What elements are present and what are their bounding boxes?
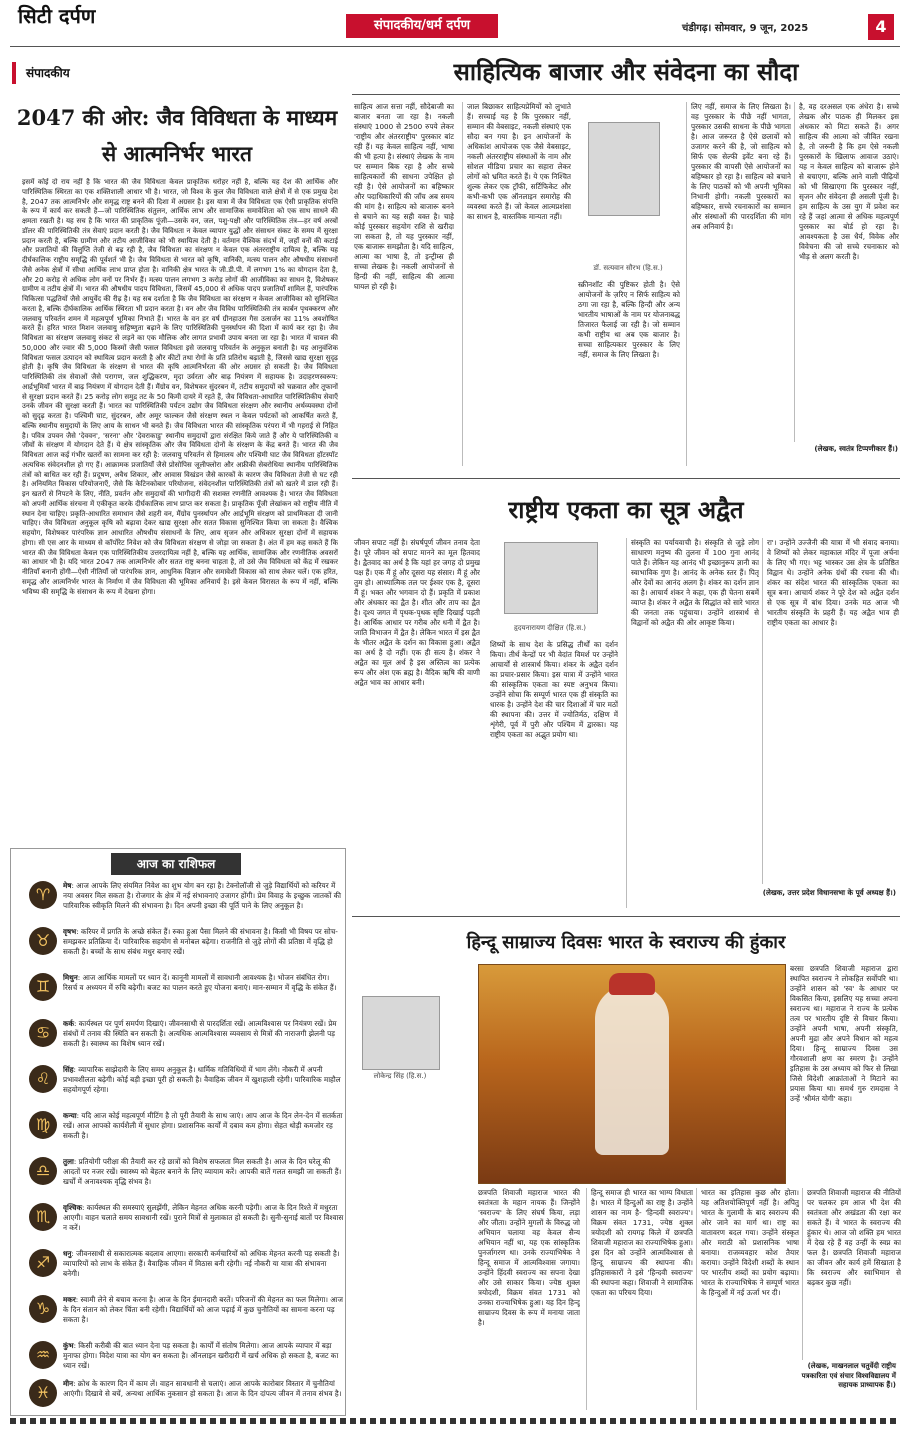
horoscope-text: क्रोध के कारण दिन में काम लें। वाहन सावधानी से चलाएं। आज आपके कारोबार विस्तार में चुनौतियां आएंगी। दिखावे से बचें, अन्यथा आर्थिक नुकसान हो सकता है। आज के दिन दांपत्य जीवन में तनाव संभव है। [63, 1379, 342, 1398]
horoscope-text: यदि आज कोई महत्वपूर्ण मीटिंग है तो पूरी तैयारी के साथ जाएं। आप आज के दिन लेन-देन में सतर्कता रखें। आज आपको कार्यशैली में सुधार होगा। प्रशासनिक कार्यों में दबाव कम होगा। सेहत थोड़ी कमजोर रह सकती है। [63, 1111, 343, 1140]
horoscope-item: धनु: जीवनसाथी से सकारात्मक बदलाव आएगा। सरकारी कर्मचारियों को अधिक मेहनत करनी पड़ सकती है। व्यापारियों को लाभ के संकेत हैं। वैवाहिक जीवन में मिठास बनी रहेगी। नई नौकरी या यात्रा की संभावना बनेगी। [63, 1249, 340, 1278]
horoscope-item: कर्क: कार्यस्थल पर पूर्ण समर्पण दिखाएं। जीवनसाथी से पारदर्शिता रखें। आत्मविश्वास पर नियंत्रण रखें। प्रेम संबंधों में तनाव की स्थिति बन सकती है। अत्यधिक आत्मविश्वास व्यवसाय से मित्रों की नाराजगी झेलनी पड़ सकती है। स्वास्थ्य का विशेष ध्यान रखें। [63, 1019, 337, 1048]
article-hindu-empire-day [352, 920, 900, 1416]
article3-col-b: हिन्दू समाज ही भारत का भाग्य विधाता है। भारत में हिन्दुओं का राष्ट्र है। उन्होंने शासन का नाम है- 'हिन्दवी स्वराज्य'। विक्रम संवत 1731, ज्येष्ठ शुक्ल त्रयोदशी को रायगढ़ किले में छत्रपति शिवाजी महाराज का राज्याभिषेक हुआ। इस दिन को उन्होंने आत्मविश्वास से हिन्दू साम्राज्य की स्थापना की। इतिहासकारों ने इसे 'हिन्दवी स्वराज्य' की स्थापना कहा। शिवाजी ने सामाजिक एकता का परिचय दिया। [586, 1188, 693, 1410]
aquarius-icon: ♒ [29, 1341, 57, 1369]
horoscope-item: तुला: प्रतियोगी परीक्षा की तैयारी कर रहे छात्रों को विशेष सफलता मिल सकती है। आज के दिन घरेलू की आदतों पर नजर रखें। स्वास्थ्य को बेहतर बनाने के लिए व्यायाम करें। आपकी बातें गलत समझी जा सकती हैं। खर्चों में अनावश्यक वृद्धि संभव है। [63, 1157, 342, 1186]
pisces-icon: ♓ [29, 1379, 57, 1407]
horoscope-item: मीन: क्रोध के कारण दिन में काम लें। वाहन सावधानी से चलाएं। आज आपके कारोबार विस्तार में चुनौतियां आएंगी। दिखावे से बचें, अन्यथा आर्थिक नुकसान हो सकता है। आज के दिन दांपत्य जीवन में तनाव संभव है। [63, 1379, 342, 1398]
article3-col-e: छत्रपति शिवाजी महाराज की नीतियों पर चलकर हम आज भी देश की स्वतंत्रता और अखंडता की रक्षा कर सकते हैं। वे भारत के स्वराज्य की हुंकार थे। आज जो शक्ति हम भारत में देख रहे हैं वह उन्हीं के स्वप्न का फल है। छत्रपति शिवाजी महाराज का जीवन और कार्य हमें सिखाता है कि स्वराज्य और स्वाभिमान से बढ़कर कुछ नहीं। [802, 1188, 901, 1360]
article2-col1: जीवन सपाट नहीं है। संघर्षपूर्ण जीवन तनाव देता है। पूरे जीवन को सपाट मानने का मूल हितवाद है। द्वैतवाद का अर्थ है कि यहां हर जगह दो प्रमुख पक्ष हैं। एक मैं हूं और दूसरा यह संसार। मैं हूं और तुम हो। आध्यात्मिक तल पर ईश्वर एक है, दूसरा मैं हूं। भक्त और भगवान दो हैं। प्रकृति में प्रकाश और अंधकार का द्वैत है। शीत और ताप का द्वैत है। दृश्य जगत में पृथक-पृथक सृष्टि दिखाई पड़ती है। आर्थिक आधार पर गरीब और धनी में द्वैत है। जाति विभाजन में द्वैत है। लेकिन भारत में इस द्वैत के भीतर अद्वैत के दर्शन का विकास हुआ। अद्वैत का अर्थ है दो नहीं। एक ही सत्य है। शंकर ने अद्वैत का मूल अर्थ है इस अस्तित्व का प्रत्येक रूप और अंश एक ब्रह्म है। वैदिक ऋषि की वाणी अद्वैत भाव का आधार बनी। [354, 538, 480, 687]
horoscope-text: आज आपके लिए संयमित निवेश का शुभ योग बन रहा है। टेक्नोलॉजी से जुड़े विद्यार्थियों को करियर में नया अवसर मिल सकता है। रोजगार के क्षेत्र में नई संभावनाएं उजागर होंगी। प्रेम विवाह के इच्छुक जातकों की पारिवारिक स्वीकृति मिलने की संभावना है। दिन अपनी इच्छा की पूर्ति पाने के लिए अनुकूल है। [63, 881, 342, 910]
capricorn-icon: ♑ [29, 1295, 57, 1323]
virgo-icon: ♍ [29, 1111, 57, 1139]
article2-col2: शिष्यों के साथ देश के प्रसिद्ध तीर्थों का दर्शन किया। तीर्थ केन्द्रों पर भी वेदांत विमर्श पर उन्होंने आचार्यों से शास्त्रार्थ किया। शंकर के अद्वैत दर्शन का प्रचार-प्रसार किया। इस यात्रा में उन्होंने भारत की सांस्कृतिक एकता का स्पष्ट अनुभव किया। उन्होंने सोचा कि सम्पूर्ण भारत एक ही संस्कृति का धारक है। उन्होंने देश की चार दिशाओं में चार मठों की स्थापना की। उत्तर में ज्योतिर्मठ, दक्षिण में शृंगेरी, पूर्व में पुरी और पश्चिम में द्वारका। यह राष्ट्रीय एकता का अद्भुत प्रयोग था। [490, 640, 618, 739]
article3-headline: हिन्दू साम्राज्य दिवसः भारत के स्वराज्य की हुंकार [466, 932, 786, 953]
masthead-logo: सिटी दर्पण [18, 4, 96, 28]
horoscope-sign: मकर [63, 1295, 76, 1304]
horoscope-item: कन्या: यदि आज कोई महत्वपूर्ण मीटिंग है तो पूरी तैयारी के साथ जाएं। आप आज के दिन लेन-देन में सतर्कता रखें। आज आपको कार्यशैली में सुधार होगा। प्रशासनिक कार्यों में दबाव कम होगा। सेहत थोड़ी कमजोर रह सकती है। [63, 1111, 343, 1140]
horoscope-sign: मिथुन [63, 973, 78, 982]
horoscope-text: व्यापारिक साझेदारी के लिए समय अनुकूल है। धार्मिक गतिविधियों में भाग लेंगे। नौकरी में अपनी प्रभावशीलता बढ़ेगी। कोई बड़ी इच्छा पूरी हो सकती है। वैवाहिक जीवन में खुशहाली रहेगी। पारिवारिक माहौल सहयोगपूर्ण रहेगा। [63, 1065, 341, 1094]
horoscope-sign: मीन [63, 1379, 74, 1388]
article1-col3: स्क्रीनशॉट की पुष्टिकर होती है। ऐसे आयोजनों के ज़रिए न सिर्फ साहित्य को ठगा जा रहा है, बल्कि हिन्दी और अन्य भारतीय भाषाओं के नाम पर योजनाबद्ध तिजारत फैलाई जा रही है। जो सम्मान कभी राष्ट्रीय था अब एक बाजार है। सच्चा साहित्यकार पुरस्कार के लिए नहीं, समाज के लिए लिखता है। [578, 280, 680, 359]
masthead [0, 0, 910, 50]
horoscope-sign: सिंह [63, 1065, 74, 1074]
leo-icon: ♌ [29, 1065, 57, 1093]
article3-col-c: भारत का इतिहास कुछ और होता। यह अतिशयोक्तिपूर्ण नहीं है। अपितु भारत के गुलामी के बाद स्वराज्य की ओर जाने का मार्ग था। राष्ट्र का वातावरण बदल गया। उन्होंने संस्कृत और मराठी को प्रशासनिक भाषा बनाया। राजव्यवहार कोश तैयार कराया। उन्होंने विदेशी शब्दों के स्थान पर भारतीय शब्दों का प्रयोग बढ़ाया। भारत के राज्याभिषेक ने सम्पूर्ण भारत के हिन्दुओं में नई ऊर्जा भर दी। [696, 1188, 799, 1410]
article2-col3: संस्कृति का पर्यायवाची है। संस्कृति से जुड़े लोग साधारण मनुष्य की तुलना में 100 गुना आनंद पाते हैं। लेकिन यह आनंद भी इच्छानुरूप ज्ञानी का स्वाभाविक गुण है। आनंद के अनेक स्तर हैं। पितृ और देवों का आनंद अलग है। शंकर का दर्शन ज्ञान का है। आचार्य शंकर ने कहा, एक ही चेतना सबमें व्याप्त है। शंकर ने अद्वैत के सिद्धांत को सारे भारत की जनता तक पहुंचाया। उन्होंने शास्त्रार्थ से विद्वानों को अद्वैत की ओर आकृष्ट किया। [626, 538, 759, 908]
article-national-unity [352, 484, 900, 914]
author-photo [588, 122, 660, 216]
horoscope-sign: वृषभ [63, 927, 77, 936]
article1-rule [352, 94, 900, 95]
horoscope-title: आज का राशिफल [111, 853, 241, 875]
horoscope-sign: तुला [63, 1157, 74, 1166]
article1-col5: है, वह दरअसल एक अंधेरा है। सच्चे लेखक और पाठक ही मिलकर इस अंधकार को मिटा सकते हैं। अगर साहित्य की आत्मा को जीवित रखना है, तो जरूरी है कि हम ऐसे नकली पुरस्कारों के खिलाफ आवाज उठाएं। यह न केवल साहित्य को बाजारू होने से बचाएगा, बल्कि आने वाली पीढ़ियों को भी सिखाएगा कि पुरस्कार नहीं, सृजन और संवेदना ही असली पूंजी है। हम साहित्य के उस युग में प्रवेश कर रहे हैं जहां आत्मा से अधिक महत्वपूर्ण पुरस्कार का बोर्ड हो रहा है। आवश्यकता है उस धैर्य, विवेक और विवेचना की जो सच्चे रचनाकार को भीड़ से अलग करती है। [794, 102, 899, 442]
article2-bottom-rule [352, 916, 900, 917]
aries-icon: ♈ [29, 881, 57, 909]
section-banner [346, 14, 498, 38]
horoscope-item: कुंभ: किसी करीबी की बात ध्यान देना पड़ सकता है। कार्यों में संतोष मिलेगा। आज आपके व्यापार में बड़ा मुनाफा होगा। विदेश यात्रा का योग बन सकता है। ऑनलाइन खरीदारी में खर्च अधिक हो सकता है, बजट का ध्यान रखें। [63, 1341, 339, 1370]
article2-headline: राष्ट्रीय एकता का सूत्र अद्वैत [508, 495, 744, 524]
horoscope-sign: कर्क [63, 1019, 75, 1028]
editorial-kicker: संपादकीय [12, 62, 136, 84]
article1-col1: साहित्य आज सत्ता नहीं, सौदेबाजी का बाजार बनता जा रहा है। नकली संस्थाएं 1000 से 2500 रुपये लेकर 'राष्ट्रीय और अंतरराष्ट्रीय' पुरस्कार बांट रही हैं। यह केवल साहित्य नहीं, भाषा की भी हत्या है। संस्थाएं लेखक के नाम पर सम्मान बिक रहा है और सच्चे साहित्यकारों की साधना उपेक्षित हो रही है। ऐसे आयोजनों का बहिष्कार और पदाधिकारियों की जाँच अब समय की मांग है। साहित्य को बाजारू बनने से बचाने का यह सही वक्त है। चाहे कोई पुरस्कार सहयोग राशि से खरीदा जा सकता है, तो यह पुरस्कार नहीं, एक बाजारू समझौता है। यदि साहित्य, आत्मा का भाषा है, तो इन्ट्रीम्स ही सच्चा लेखक है। नकली आयोजनों से हिन्दी की नहीं, साहित्य की आत्मा घायल हो रही है। [354, 102, 454, 291]
editorial-body: इसमें कोई दो राय नहीं है कि भारत की जैव विविधता केवल प्राकृतिक धरोहर नहीं है, बल्कि यह देश की आर्थिक और पारिस्थितिक स्थिरता का एक शक्तिशाली आधार भी है। भारत, जो विश्व के कुल जैव विविधता वाले क्षेत्रों में से एक प्रमुख देश है, 2047 तक आत्मनिर्भर और समृद्ध राष्ट्र बनने की दिशा में अग्रसर है। इस यात्रा में जैव विविधता एक ऐसी प्राकृतिक संपत्ति के रूप में कार्य कर सकती है—जो पारिस्थितिक संतुलन, आर्थिक लाभ और सामाजिक समावेशिता को एक साथ साधने की क्षमता रखती है। यह सच है कि भारत की प्राकृतिक पूंजी—उसके वन, जल, पशु-पक्षी और पारिस्थितिक तंत्र—हर वर्ष अरबों डॉलर की पारिस्थितिकी तंत्र सेवाएं प्रदान करती है। जैव विविधता न केवल व्यापार युद्धों और संसाधन संकट के समय में सुरक्षा प्रदान करती है, बल्कि ग्रामीण और तटीय आजीविका को भी स्थायित्व देती है। वर्तमान वैश्विक संदर्भ में, जहाँ वनों की कटाई और प्रजातियों की विलुप्ति तेजी से बढ़ रही है, जैव विविधता का संरक्षण न केवल एक अंतरराष्ट्रीय दायित्व है, बल्कि यह दीर्घकालिक राष्ट्रीय समृद्धि की पूर्वशर्त भी है। जैव विविधता से भारत को कृषि, वानिकी, मत्स्य पालन और औषधीय संसाधनों जैसे अनेक क्षेत्रों में सीधा आर्थिक लाभ प्राप्त होता है। वानिकी क्षेत्र भारत के जी.डी.पी. में लगभग 1% का योगदान देता है, और 20 करोड़ से अधिक लोग वनों पर निर्भर हैं। मत्स्य पालन लगभग 3 करोड़ लोगों की आजीविका का साधन है, विशेषकर ग्रामीण व तटीय क्षेत्रों में। भारत की औषधीय पादप विविधता, जिसमें 45,000 से अधिक पादप प्रजातियाँ शामिल हैं, पारंपरिक चिकित्सा पद्धतियों जैसे आयुर्वेद की रीढ़ है। यह सब दर्शाता है कि जैव विविधता का संरक्षण न केवल आजीविका को सुनिश्चित करता है, बल्कि दीर्घकालिक आर्थिक स्थिरता भी प्रदान करता है। वन और जैव विविध पारिस्थितिकी तंत्र कार्बन पृथक्करण और जलवायु परिवर्तन शमन में महत्वपूर्ण भूमिका निभाते हैं। भारत के वन हर वर्ष ग्रीनहाउस गैस उत्सर्जन का 11% अवशोषित करते हैं। हरित भारत मिशन जलवायु सहिष्णुता बढ़ाने के लिए पारिस्थितिकी पुनर्स्थापन की दिशा में कार्य कर रहा है। जैव विविधता का संरक्षण जलवायु संकट से लड़ने का एक मौलिक और लागत प्रभावी उपाय बनता जा रहा है। भारत में चावल की 50,000 और ज्वार की 5,000 किस्मों जैसी फसल विविधता इसे जलवायु परिवर्तन के अनुकूल बनाती है। यह आनुवंशिक विविधता फसल उत्पादन को स्थायित्व प्रदान करती है और कीटों तथा रोगों के प्रति प्रतिरोध बढ़ाती है, जिससे खाद्य सुरक्षा सुदृढ़ होती है। कृषि जैव विविधता के संरक्षण से भारत की कृषि आत्मनिर्भरता की ओर अग्रसर हो सकती है। जैव विविधता पारिस्थितिकी तंत्र सेवाओं जैसे परागण, जल शुद्धिकरण, मृदा उर्वरता और बाढ़ नियंत्रण में सहायक है। उदाहरणस्वरूप: आर्द्रभूमियाँ भारत में बाढ़ नियंत्रण में योगदान देती हैं। मैंग्रोव वन, विशेषकर सुंदरबन में, तटीय समुदायों को चक्रवात और तूफानों से सुरक्षा प्रदान करते हैं। 25 करोड़ लोग समुद्र तट के 50 किमी दायरे में रहते हैं, जैव विविधता-आधारित पारिस्थितिकीय सेवाएँ उनके जीवन की सुरक्षा करती हैं। भारत का पारिस्थितिकी पर्यटन उद्योग जैव विविधता संरक्षण और स्थानीय अर्थव्यवस्था दोनों को सुदृढ़ करता है। पश्चिमी घाट, सुंदरबन, और अमूर फाल्कन जैसे संरक्षण स्थल न केवल पर्यटकों को आकर्षित करते हैं, बल्कि स्थानीय समुदायों के लिए आय के साधन भी बनते हैं। जैव विविधता भारत की सांस्कृतिक परंपरा में भी गहराई से निहित है। पवित्र उपवन जैसे 'देववन', 'सरना' और 'देवराकाडु' स्थानीय समुदायों द्वारा संरक्षित किये जाते हैं और ये पारिस्थितिकी व जीवों के संरक्षण में योगदान देते हैं। ये क्षेत्र सांस्कृतिक और जैव विविधता दोनों के संरक्षण के केंद्र बनते हैं। भारत की जैव विविधता आज कई गंभीर खतरों का सामना कर रही है: जलवायु परिवर्तन से हिमालय और पश्चिमी घाट जैव विविधता हॉटस्पॉट अत्यधिक संवेदनशील हो गए हैं। आक्रामक प्रजातियाँ जैसे प्रोसोपिस जूलीफ्लोरा और अफ्रीकी सेबरोधिया स्थानीय पारिस्थितिक तंत्रों को बाधित कर रही हैं। प्रदूषण, अवैध शिकार, और आवास विखंडन जैसे कारकों के कारण जैव विविधता तेजी से घट रही है। अनियमित विकास परियोजनाएँ, जैसे कि केटिनकोबार परियोजना, संवेदनशील पारिस्थितिकी तंत्रों को खतरे में डाल रही हैं। इन खतरों से निपटने के लिए, नीति, प्रवर्तन और समुदायों की भागीदारी की सशक्त रणनीति आवश्यक है। भारत जैव विविधता को अपनी आर्थिक संरचना में एकीकृत करके दीर्घकालिक लाभ प्राप्त कर सकता है। प्राकृतिक पूँजी लेखांकन को राष्ट्रीय नीति में स्थान देना चाहिए। प्रकृति-आधारित समाधान जैसे शहरी वन, मैंग्रोव पुनर्स्थापन और आर्द्रभूमि संरक्षण को प्राथमिकता दी जानी चाहिए। जैव विविधता अनुकूल कृषि को बढ़ावा देकर खाद्य सुरक्षा और सतत विकास सुनिश्चित किया जा सकता है। वैश्विक सहयोग, विशेषकर पारंपरिक ज्ञान आधारित औषधीय संसाधनों के लिए, आय सृजन और अधिकार सुरक्षा दोनों में सहायक होगा। सी एस आर के माध्यम से कॉर्पोरेट निवेश को जैव विविधता संरक्षण से जोड़ा जा सकता है। अंत में हम कह सकते हैं कि भारत की जैव विविधता केवल एक पारिस्थितिकीय उत्तरदायित्व नहीं है, बल्कि यह आर्थिक, सामाजिक और रणनीतिक अवसरों का आधार भी है। यदि भारत 2047 तक आत्मनिर्भर और सतत राष्ट्र बनना चाहता है, तो उसे जैव विविधता को केंद्र में रखकर नीतियाँ बनानी होंगी—ऐसी नीतियाँ जो पारंपरिक ज्ञान, आधुनिक विज्ञान और समावेशी विकास को साथ लेकर चलें। एक हरित, समृद्ध और आत्मनिर्भर भारत के निर्माण में जैव विविधता की भूमिका अनिवार्य है। इसे केवल विरासत के रूप में नहीं, बल्कि भविष्य की समृद्धि के संसाधन के रूप में देखना होगा। [22, 178, 338, 596]
horoscope-sign: धनु [63, 1249, 72, 1258]
horoscope-text: प्रतियोगी परीक्षा की तैयारी कर रहे छात्रों को विशेष सफलता मिल सकती है। आज के दिन घरेलू की आदतों पर नजर रखें। स्वास्थ्य को बेहतर बनाने के लिए व्यायाम करें। आपकी बातें गलत समझी जा सकती हैं। खर्चों में अनावश्यक वृद्धि संभव है। [63, 1157, 342, 1186]
horoscope-item: वृषभ: करियर में प्रगति के अच्छे संकेत हैं। रुका हुआ पैसा मिलने की संभावना है। किसी भी विषय पर सोच-समझकर प्रतिक्रिया दें। पारिवारिक सहयोग से मनोबल बढ़ेगा। राजनीति से जुड़े लोगों की प्रतिष्ठा में वृद्धि हो सकती है। बच्चों के साथ संबंध मधुर बनाए रखें। [63, 927, 338, 956]
horoscope-text: किसी करीबी की बात ध्यान देना पड़ सकता है। कार्यों में संतोष मिलेगा। आज आपके व्यापार में बड़ा मुनाफा होगा। विदेश यात्रा का योग बन सकता है। ऑनलाइन खरीदारी में खर्च अधिक हो सकता है, बजट का ध्यान रखें। [63, 1341, 339, 1370]
article3-col-right-top: बरसा छत्रपति शिवाजी महाराज द्वारा स्थापित स्वराज्य ने लोकहित सर्वोपरि था। उन्होंने शासन को 'स्व' के आधार पर विकसित किया, इसलिए यह सच्चा अपना स्वराज्य था। महाराज ने राज्य के प्रत्येक तत्व पर भारतीय दृष्टि से विचार किया। उन्होंने अपनी भाषा, अपनी संस्कृति, अपनी मुद्रा और अपने विधान को महत्व दिया। हिन्दू साम्राज्य दिवस उस गौरवशाली क्षण का स्मरण है। उन्होंने इतिहास के उस अध्याय को फिर से लिखा जिसे विदेशी आक्रांताओं ने मिटाने का प्रयास किया था। समर्थ गुरु रामदास ने उन्हें 'श्रीमंत योगी' कहा। [790, 964, 898, 1103]
cancer-icon: ♋ [29, 1019, 57, 1047]
article-literary-market [352, 50, 900, 474]
horoscope-sign: वृश्चिक [63, 1203, 82, 1212]
horoscope-text: आज आर्थिक मामलों पर ध्यान दें। कानूनी मामलों में सावधानी आवश्यक है। भोजन संबंधित रोग। रिसर्च व अध्ययन में रुचि बढ़ेगी। बजट का पालन करते हुए योजना बनाएं। मान-सम्मान में वृद्धि के संकेत हैं। [63, 973, 337, 992]
article2-col4: रा'। उन्होंने उज्जैनी की यात्रा में भी संवाद बनाया। वे शिष्यों को लेकर महाकाल मंदिर में पूजा अर्चना के लिए भी गए। भट्ट भास्कर उस क्षेत्र के प्रतिष्ठित विद्वान थे। उन्होंने अनेक ग्रंथों की रचना की थी। शंकर का संदेश भारत की सांस्कृतिक एकता का सूत्र बना। आचार्य शंकर ने पूरे देश को अद्वैत दर्शन से एक सूत्र में बांध दिया। उनके मठ आज भी भारतीय संस्कृति के प्रहरी हैं। यह अद्वैत भाव ही राष्ट्रीय एकता का आधार है। [762, 538, 899, 884]
gemini-icon: ♊ [29, 973, 57, 1001]
libra-icon: ♎ [29, 1157, 57, 1185]
article1-col2: जाल बिछाकर साहित्यप्रेमियों को लुभाते हैं। सच्चाई यह है कि पुरस्कार नहीं, सम्मान की वेबसाइट, नकली संस्थाएं एक सौदा बन गया है। इन आयोजनों के अधिकांश आयोजक एक जैसे वेबसाइट, नकली अंतरराष्ट्रीय संस्थाओं के नाम और सोशल मीडिया प्रचार का सहारा लेकर लोगों को भ्रमित करते हैं। ये एक निश्चित शुल्क लेकर एक ट्रॉफी, सर्टिफिकेट और कभी-कभी एक ऑनलाइन समारोह की व्यवस्था करते हैं। जो केवल आत्मप्रशंसा का साधन है, वास्तविक मान्यता नहीं। [462, 102, 571, 466]
author-photo [504, 542, 598, 614]
horoscope-item: सिंह: व्यापारिक साझेदारी के लिए समय अनुकूल है। धार्मिक गतिविधियों में भाग लेंगे। नौकरी में अपनी प्रभावशीलता बढ़ेगी। कोई बड़ी इच्छा पूरी हो सकती है। वैवाहिक जीवन में खुशहाली रहेगी। पारिवारिक माहौल सहयोगपूर्ण रहेगा। [63, 1065, 341, 1094]
article2-photo-caption: हृदयनारायण दीक्षित (हि.स.) [513, 624, 587, 632]
horoscope-item: मकर: स्वामी लेने से बचाव करना है। आज के दिन ईमानदारी बरतें। परिजनों की मेहनत का फल मिलेगा। आज के दिन संतान को लेकर चिंता बनी रहेगी। विद्यार्थियों को आज पढ़ाई में कुछ चुनौतियों का सामना करना पड़ सकता है। [63, 1295, 343, 1324]
horoscope-text: जीवनसाथी से सकारात्मक बदलाव आएगा। सरकारी कर्मचारियों को अधिक मेहनत करनी पड़ सकती है। व्यापारियों को लाभ के संकेत हैं। वैवाहिक जीवन में मिठास बनी रहेगी। नई नौकरी या यात्रा की संभावना बनेगी। [63, 1249, 340, 1278]
scorpio-icon: ♏ [29, 1203, 57, 1231]
article1-photo-caption: डॉ. सत्यवान सौरभ (हि.स.) [593, 264, 663, 272]
section-title: संपादकीय/धर्म दर्पण [373, 18, 471, 33]
horoscope-item: वृश्चिक: कार्यस्थल की समस्याएं सुलझेंगी, लेकिन मेहनत अधिक करनी पड़ेगी। आज के दिन रिश्ते में मधुरता आएगी। वाहन चलाते समय सावधानी रखें। पुराने मित्रों से मुलाकात हो सकती है। सुनी-सुनाई बातों पर विश्वास न करें। [63, 1203, 344, 1232]
horoscope-text: करियर में प्रगति के अच्छे संकेत हैं। रुका हुआ पैसा मिलने की संभावना है। किसी भी विषय पर सोच-समझकर प्रतिक्रिया दें। पारिवारिक सहयोग से मनोबल बढ़ेगा। राजनीति से जुड़े लोगों की प्रतिष्ठा में वृद्धि हो सकती है। बच्चों के साथ संबंध मधुर बनाए रखें। [63, 927, 338, 956]
footer-ornament [10, 1418, 900, 1424]
page-number: 4 [868, 14, 894, 40]
dateline: चंडीगढ़। सोमवार, 9 जून, 2025 [682, 23, 809, 34]
sagittarius-icon: ♐ [29, 1249, 57, 1277]
shivaji-portrait [478, 964, 786, 1184]
article1-byline: (लेखक, स्वतंत्र टिप्पणीकार हैं।) [814, 444, 898, 453]
article3-photo-caption: लोकेन्द्र सिंह (हि.स.) [373, 1072, 427, 1080]
article1-bottom-rule [352, 478, 900, 479]
horoscope-sign: कन्या [63, 1111, 77, 1120]
horoscope-item: मिथुन: आज आर्थिक मामलों पर ध्यान दें। कानूनी मामलों में सावधानी आवश्यक है। भोजन संबंधित रोग। रिसर्च व अध्ययन में रुचि बढ़ेगी। बजट का पालन करते हुए योजना बनाएं। मान-सम्मान में वृद्धि के संकेत हैं। [63, 973, 337, 992]
article3-byline: (लेखक, माखनलाल चतुर्वेदी राष्ट्रीय पत्रकारिता एवं संचार विश्वविद्यालय में सहायक प्राध्यापक हैं।) [801, 1362, 896, 1389]
horoscope-sign: मेष [63, 881, 72, 890]
horoscope-item: मेष: आज आपके लिए संयमित निवेश का शुभ योग बन रहा है। टेक्नोलॉजी से जुड़े विद्यार्थियों को करियर में नया अवसर मिल सकता है। रोजगार के क्षेत्र में नई संभावनाएं उजागर होंगी। प्रेम विवाह के इच्छुक जातकों की पारिवारिक स्वीकृति मिलने की संभावना है। दिन अपनी इच्छा की पूर्ति पाने के लिए अनुकूल है। [63, 881, 342, 910]
editorial-headline: 2047 की ओर: जैव विविधता के माध्यम से आत्मनिर्भर भारत [16, 105, 338, 166]
horoscope-text: कार्यस्थल पर पूर्ण समर्पण दिखाएं। जीवनसाथी से पारदर्शिता रखें। आत्मविश्वास पर नियंत्रण रखें। प्रेम संबंधों में तनाव की स्थिति बन सकती है। अत्यधिक आत्मविश्वास व्यवसाय से मित्रों की नाराजगी झेलनी पड़ सकती है। स्वास्थ्य का विशेष ध्यान रखें। [63, 1019, 337, 1048]
horoscope-sign: कुंभ [63, 1341, 74, 1350]
portrait-figure [595, 985, 669, 1155]
horoscope-text: कार्यस्थल की समस्याएं सुलझेंगी, लेकिन मेहनत अधिक करनी पड़ेगी। आज के दिन रिश्ते में मधुरता आएगी। वाहन चलाते समय सावधानी रखें। पुराने मित्रों से मुलाकात हो सकती है। सुनी-सुनाई बातों पर विश्वास न करें। [63, 1203, 344, 1232]
crown-icon [609, 973, 655, 995]
horoscope-box [10, 848, 346, 1416]
editorial-box [12, 62, 342, 842]
masthead-rule [10, 46, 900, 47]
article1-col4: लिए नहीं, समाज के लिए लिखता है। वह पुरस्कार के पीछे नहीं भागता, पुरस्कार उसकी साधना के पीछे भागता है। आज जरूरत है ऐसे छलावों को उजागर करने की है, जो साहित्य को सिर्फ एक सेल्फी इवेंट बना रहे हैं। पुरस्कार की वापसी ऐसे आयोजनों का बहिष्कार हो रहा है। साहित्य को बचाने के लिए पाठकों को भी अपनी भूमिका निभानी होगी। नकली पुरस्कारों का बहिष्कार, सच्चे रचनाकारों का सम्मान और संस्थाओं की पारदर्शिता की मांग अब अनिवार्य है। [686, 102, 791, 466]
article2-byline: (लेखक, उत्तर प्रदेश विधानसभा के पूर्व अध्यक्ष हैं।) [762, 888, 896, 897]
article3-col-a: छत्रपति शिवाजी महाराज भारत की स्वतंत्रता के महान नायक हैं। जिन्होंने 'स्वराज्य' के लिए संघर्ष किया, लड़ा और जीता। उन्होंने मुगलों के विरुद्ध जो अभियान चलाया वह केवल सैन्य अभियान नहीं था, यह एक सांस्कृतिक पुनर्जागरण था। उनके राज्याभिषेक ने हिन्दू समाज में आत्मविश्वास जगाया। उन्होंने हिंदवी स्वराज्य का सपना देखा और उसे साकार किया। ज्येष्ठ शुक्ल त्रयोदशी, विक्रम संवत 1731 को उनका राज्याभिषेक हुआ। यह दिन हिन्दू साम्राज्य दिवस के रूप में मनाया जाता है। [478, 1188, 580, 1327]
article1-headline: साहित्यिक बाजार और संवेदना का सौदा [453, 57, 799, 86]
horoscope-text: स्वामी लेने से बचाव करना है। आज के दिन ईमानदारी बरतें। परिजनों की मेहनत का फल मिलेगा। आज के दिन संतान को लेकर चिंता बनी रहेगी। विद्यार्थियों को आज पढ़ाई में कुछ चुनौतियों का सामना करना पड़ सकता है। [63, 1295, 343, 1324]
author-photo [362, 996, 440, 1070]
taurus-icon: ♉ [29, 927, 57, 955]
